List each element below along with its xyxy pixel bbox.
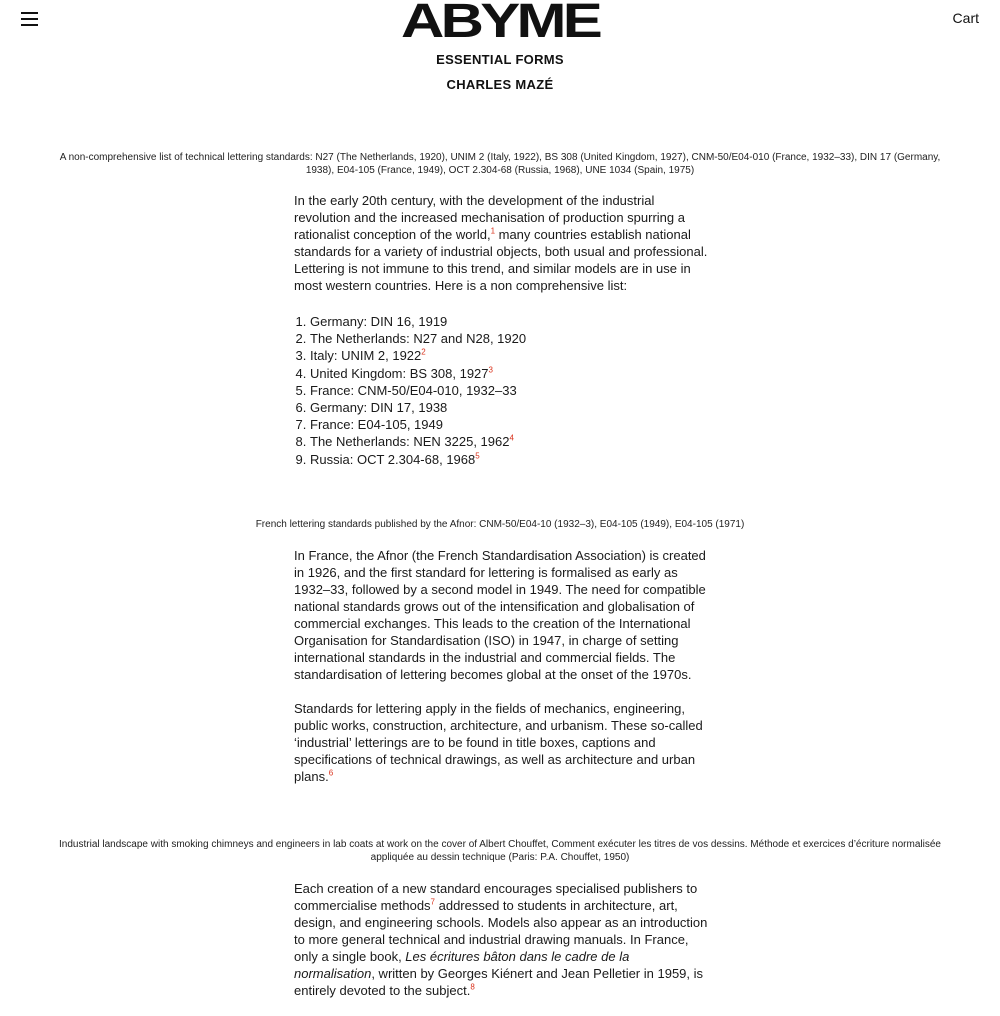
site-logo[interactable]: ABYME — [401, 0, 599, 48]
list-item-text: The Netherlands: NEN 3225, 1962 — [310, 434, 510, 450]
list-item — [310, 365, 725, 382]
list-item-text: Italy: UNIM 2, 1922 — [310, 348, 422, 364]
paragraph-text: addressed to students in architecture, art, design, and engineering schools. Models also appear as an introduction to more general technical and industrial drawing manuals. In France, only a single book, — [294, 898, 708, 964]
list-item — [310, 347, 725, 364]
book-author: CHARLES MAZÉ — [446, 77, 554, 92]
list-item-text: United Kingdom: BS 308, 1927 — [310, 365, 489, 381]
footnote-link[interactable]: 3 — [488, 365, 493, 375]
paragraph-text: In the early 20th century, with the development of the industrial revolution and the increased mechanisation of production spurring a rationalist conception of the world, — [294, 193, 685, 242]
paragraph-text: , written by Georges Kiénert and Jean Pelletier in 1959, is entirely devoted to the subject. — [294, 966, 704, 998]
body-paragraph — [294, 547, 709, 802]
footnote-link[interactable]: 1 — [490, 226, 496, 236]
list-item — [310, 451, 725, 468]
list-item — [310, 330, 725, 347]
list-item-text: The Netherlands: N27 and N28, 1920 — [310, 331, 527, 347]
image-caption: Industrial landscape with smoking chimneys and engineers in lab coats at work on the cover of Albert Chouffet, Comment exécuter les titres de vos dessins. Méthode et exercices d’écriture normalisée appliquée au dessin technique (Paris: P.A. Chouffet, 1950) — [59, 839, 941, 863]
list-item-text: Germany: DIN 17, 1938 — [310, 400, 448, 416]
list-item-text: France: CNM-50/E04-010, 1932–33 — [310, 382, 517, 398]
book-title-italic: Les écritures bâton dans le cadre de la normalisation — [294, 949, 630, 981]
paragraph-text: In France, the Afnor (the French Standardisation Association) is created in 1926, and the first standard for lettering is formalised as early as 1932–33, followed by a second model in 1949. The need for compatible national standards grows out of the intensification and globalisation of commercial exchanges. This leads to the creation of the International Organisation for Standardisation (ISO) in 1947, in charge of setting international standards in the industrial and commercial fields. The standardisation of lettering becomes global at the onset of the 1970s. — [294, 548, 706, 682]
list-item — [310, 433, 725, 450]
image-caption: French lettering standards published by the Afnor: CNM-50/E04-10 (1932–3), E04-105 (1949), E04-105 (1971) — [255, 519, 745, 530]
footnote-link[interactable]: 4 — [509, 434, 514, 444]
standards-list — [294, 313, 725, 468]
footnote-link[interactable]: 7 — [430, 897, 435, 907]
list-item — [310, 399, 725, 416]
footnote-link[interactable]: 6 — [328, 768, 334, 778]
list-item — [310, 313, 725, 330]
list-item — [310, 382, 725, 399]
paragraph-text: Each creation of a new standard encourages specialised publishers to commercialise methods — [294, 881, 698, 913]
list-item-text: Germany: DIN 16, 1919 — [310, 314, 448, 329]
book-title: ESSENTIAL FORMS — [436, 52, 564, 67]
body-paragraph — [294, 192, 709, 311]
footnote-link[interactable]: 5 — [475, 451, 480, 461]
body-paragraph — [294, 880, 709, 1016]
image-caption: A non-comprehensive list of technical lettering standards: N27 (The Netherlands, 1920), UNIM 2 (Italy, 1922), BS 308 (United Kingdom, 1927), CNM-50/E04-010 (France, 1932–33), DIN 17 (Germany, 1938), E04-105 (France, 1949), OCT 2.304-68 (Russia, 1968), UNE 1034 (Spain, 1975) — [59, 152, 941, 176]
footnote-link[interactable]: 2 — [421, 348, 426, 358]
list-item — [310, 416, 725, 433]
list-item-text: Russia: OCT 2.304-68, 1968 — [310, 451, 476, 467]
paragraph-text: Standards for lettering apply in the fields of mechanics, engineering, public works, construction, architecture, and urbanism. These so-called ‘industrial’ letterings are to be found in title boxes, captions and specifications of technical drawings, as well as architecture and urban plans. — [294, 701, 703, 784]
footnote-link[interactable]: 8 — [470, 982, 475, 992]
list-item-text: France: E04-105, 1949 — [310, 417, 443, 433]
cart-link[interactable]: Cart — [952, 10, 979, 26]
paragraph-text: many countries establish national standards for a variety of industrial objects, both usual and professional. Lettering is not immune to this trend, and similar models are in use in most western countries. Here is a non comprehensive list: — [294, 227, 708, 293]
